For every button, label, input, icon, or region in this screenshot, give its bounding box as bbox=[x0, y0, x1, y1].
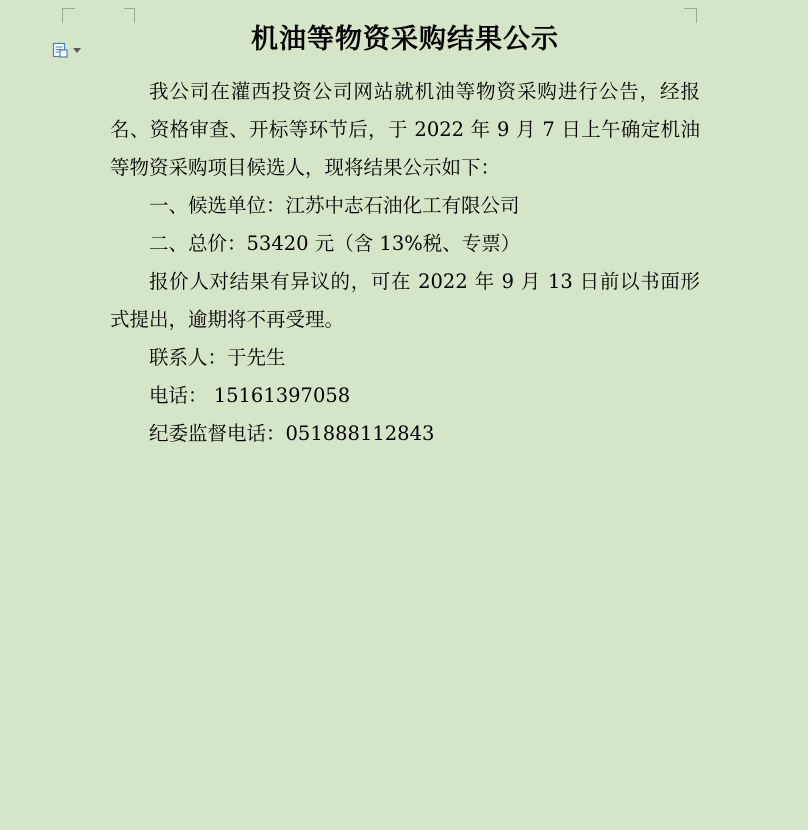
crop-mark-top-left-inner bbox=[124, 8, 135, 23]
paragraph-contact-person: 联系人：于先生 bbox=[149, 346, 286, 370]
paragraph-candidate-unit: 一、候选单位：江苏中志石油化工有限公司 bbox=[149, 194, 520, 218]
crop-mark-top-right bbox=[684, 8, 697, 23]
object-anchor-control[interactable] bbox=[52, 42, 81, 59]
paragraph-objection-notice: 报价人对结果有异议的，可在 2022 年 9 月 13 日前以书面形式提出，逾期将不再受理。 bbox=[110, 270, 700, 332]
crop-mark-top-left bbox=[62, 8, 75, 23]
paragraph-total-price: 二、总价：53420 元（含 13%税、专票） bbox=[149, 232, 521, 256]
document-object-icon[interactable] bbox=[52, 42, 69, 59]
paragraph-intro: 我公司在灌西投资公司网站就机油等物资采购进行公告，经报名、资格审查、开标等环节后，于 2022 年 9 月 7 日上午确定机油等物资采购项目候选人，现将结果公示如下： bbox=[110, 80, 700, 180]
paragraph-phone: 电话： 15161397058 bbox=[149, 384, 351, 408]
page-title: 机油等物资采购结果公示 bbox=[251, 24, 559, 55]
document-content bbox=[110, 22, 700, 453]
chevron-down-icon[interactable] bbox=[73, 48, 81, 53]
paragraph-supervision-phone: 纪委监督电话：051888112843 bbox=[149, 422, 435, 446]
